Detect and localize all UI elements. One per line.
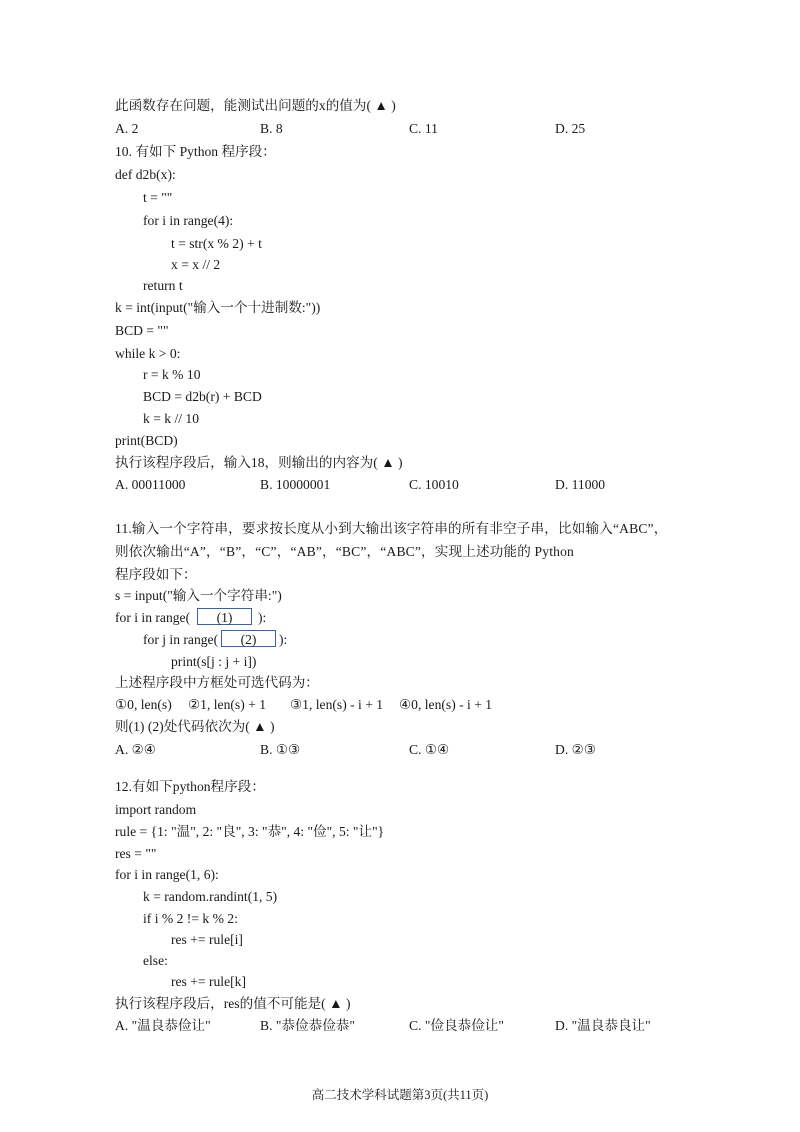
code-line: s = input("输入一个字符串:"): [115, 588, 282, 603]
q10-option-b: B. 10000001: [260, 477, 331, 492]
code-line: BCD = d2b(r) + BCD: [143, 389, 262, 404]
code-line: while k > 0:: [115, 346, 181, 361]
code-line: for i in range(4):: [143, 213, 234, 228]
code-line: x = x // 2: [171, 257, 221, 272]
q11-stem-line2: 则依次输出“A”，“B”，“C”，“AB”，“BC”，“ABC”，实现上述功能的 Python: [115, 544, 574, 559]
q11-stem-line3: 程序段如下：: [115, 567, 197, 582]
q12-option-a: A. "温良恭俭让": [115, 1018, 211, 1033]
q10-option-d: D. 11000: [555, 477, 606, 492]
q11-choice-4: ④0, len(s) - i + 1: [399, 697, 493, 712]
code-line: k = random.randint(1, 5): [143, 889, 278, 904]
q11-choice-3: ③1, len(s) - i + 1: [290, 697, 384, 712]
q12-option-b: B. "恭俭恭俭恭": [260, 1018, 355, 1033]
code-line: k = k // 10: [143, 411, 200, 426]
code-line: r = k % 10: [143, 367, 201, 382]
q11-option-b: B. ①③: [260, 742, 301, 757]
code-line: ):: [258, 610, 267, 625]
code-line: res += rule[i]: [171, 932, 243, 947]
q10-option-c: C. 10010: [409, 477, 459, 492]
code-line: for i in range(1, 6):: [115, 867, 219, 882]
q12-option-d: D. "温良恭良让": [555, 1018, 651, 1033]
q11-question: 则(1) (2)处代码依次为( ▲ ): [115, 719, 275, 734]
code-line: for i in range(: [115, 610, 191, 625]
code-line: for j in range(: [143, 632, 219, 647]
code-line: if i % 2 != k % 2:: [143, 911, 238, 926]
q11-stem-line1: 11.输入一个字符串，要求按长度从小到大输出该字符串的所有非空子串，比如输入“ABC”，: [115, 521, 668, 536]
q9-option-a: A. 2: [115, 121, 139, 136]
q11-choice-1: ①0, len(s): [115, 697, 172, 712]
code-line: return t: [143, 278, 183, 293]
q11-prompt: 上述程序段中方框处可选代码为：: [115, 675, 319, 690]
q11-choice-2: ②1, len(s) + 1: [188, 697, 266, 712]
q11-option-c: C. ①④: [409, 742, 450, 757]
code-line: k = int(input("输入一个十进制数:")): [115, 300, 321, 315]
q9-option-b: B. 8: [260, 121, 283, 136]
code-line: else:: [143, 953, 168, 968]
code-line: res = "": [115, 846, 157, 861]
page-footer: 高二技术学科试题第3页(共11页): [311, 1088, 489, 1102]
code-line: def d2b(x):: [115, 167, 176, 182]
q11-option-d: D. ②③: [555, 742, 596, 757]
q11-option-a: A. ②④: [115, 742, 156, 757]
q9-question: 此函数存在问题，能测试出问题的x的值为( ▲ ): [115, 98, 396, 113]
q12-title: 12.有如下python程序段：: [115, 779, 265, 794]
blank-box-2: (2): [221, 630, 276, 647]
q10-question: 执行该程序段后，输入18，则输出的内容为( ▲ ): [115, 455, 403, 470]
code-line: ):: [279, 632, 288, 647]
q9-option-d: D. 25: [555, 121, 586, 136]
q12-question: 执行该程序段后，res的值不可能是( ▲ ): [115, 996, 351, 1011]
code-line: t = str(x % 2) + t: [171, 236, 262, 251]
code-line: t = "": [143, 190, 173, 205]
q10-option-a: A. 00011000: [115, 477, 186, 492]
code-line: BCD = "": [115, 323, 169, 338]
code-line: print(BCD): [115, 433, 178, 448]
code-line: print(s[j : j + i]): [171, 654, 257, 669]
q12-option-c: C. "俭良恭俭让": [409, 1018, 504, 1033]
code-line: import random: [115, 802, 197, 817]
code-line: res += rule[k]: [171, 974, 246, 989]
q10-title: 10. 有如下 Python 程序段：: [115, 144, 276, 159]
blank-box-1: (1): [197, 608, 252, 625]
q9-option-c: C. 11: [409, 121, 438, 136]
code-line: rule = {1: "温", 2: "良", 3: "恭", 4: "俭", 5: "让"}: [115, 824, 385, 839]
